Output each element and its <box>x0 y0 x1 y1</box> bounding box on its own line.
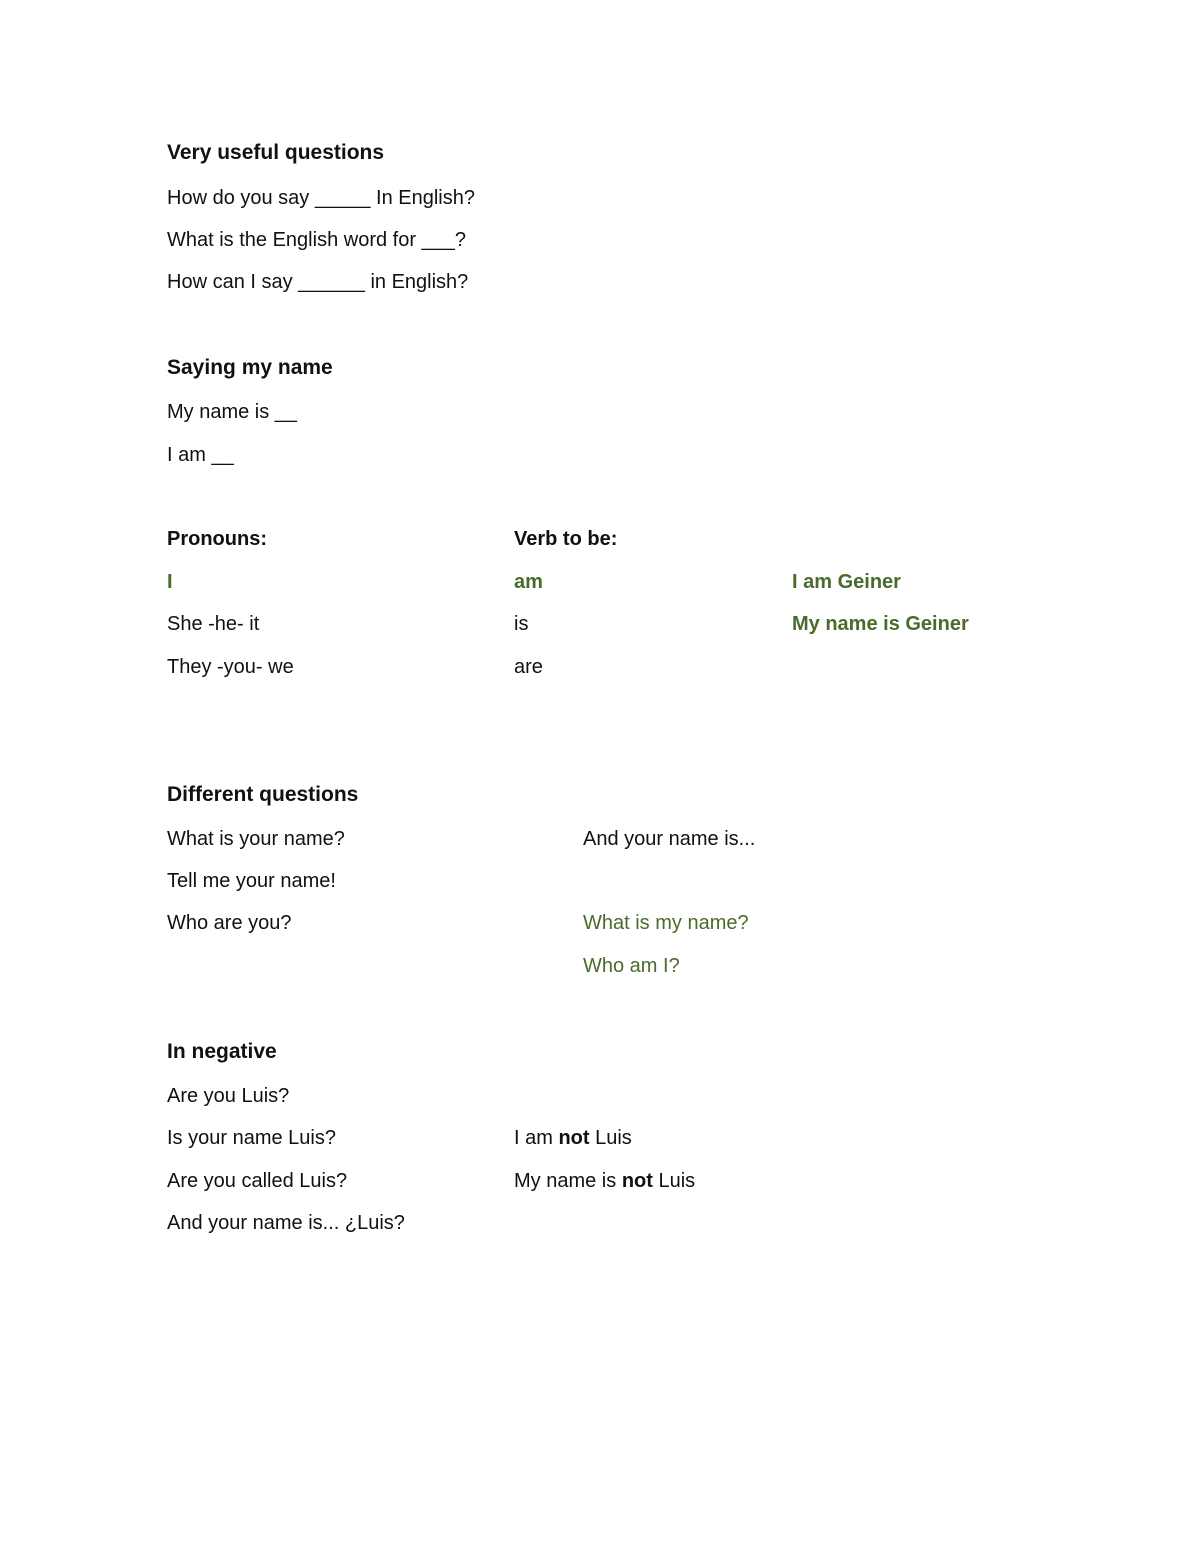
negative-question-line: Is your name Luis? <box>167 1127 336 1149</box>
verb-to-be-heading: Verb to be: <box>514 528 618 550</box>
verb-cell: am <box>514 571 543 593</box>
negative-answer <box>514 1169 695 1193</box>
pronoun-cell: They -you- we <box>167 656 294 678</box>
useful-question-line: What is the English word for ___? <box>167 229 467 251</box>
example-cell: My name is Geiner <box>792 613 969 635</box>
negative-answer-after: Luis <box>652 1170 696 1192</box>
different-question-line: Who are you? <box>167 912 292 934</box>
negative-question-line: And your name is... ¿Luis? <box>167 1212 405 1234</box>
negative-answer-after: Luis <box>589 1127 632 1149</box>
name-line: My name is __ <box>167 401 298 423</box>
heading-in-negative: In negative <box>167 1040 277 1063</box>
useful-question-line: How can I say ______ in English? <box>167 271 469 293</box>
negative-answer-not: not <box>621 1170 653 1192</box>
pronouns-heading: Pronouns: <box>167 528 267 550</box>
different-question-green: What is my name? <box>583 912 749 934</box>
name-line: I am __ <box>167 444 234 466</box>
negative-question-line: Are you called Luis? <box>167 1170 348 1192</box>
negative-answer <box>514 1126 632 1150</box>
verb-cell: are <box>514 656 543 678</box>
example-cell: I am Geiner <box>792 571 901 593</box>
verb-cell: is <box>514 613 529 635</box>
different-question-right: And your name is... <box>583 828 756 850</box>
different-question-green: Who am I? <box>583 955 680 977</box>
negative-answer-not: not <box>558 1127 590 1149</box>
pronoun-cell: I <box>167 571 173 593</box>
heading-saying-my-name: Saying my name <box>167 356 333 379</box>
different-question-line: Tell me your name! <box>167 870 336 892</box>
different-question-line: What is your name? <box>167 828 345 850</box>
negative-question-line: Are you Luis? <box>167 1085 290 1107</box>
heading-different-questions: Different questions <box>167 783 359 806</box>
heading-useful-questions: Very useful questions <box>167 141 385 164</box>
useful-question-line: How do you say _____ In English? <box>167 187 475 209</box>
pronoun-cell: She -he- it <box>167 613 260 635</box>
negative-answer-before: My name is <box>514 1170 622 1192</box>
negative-answer-before: I am <box>514 1127 559 1149</box>
